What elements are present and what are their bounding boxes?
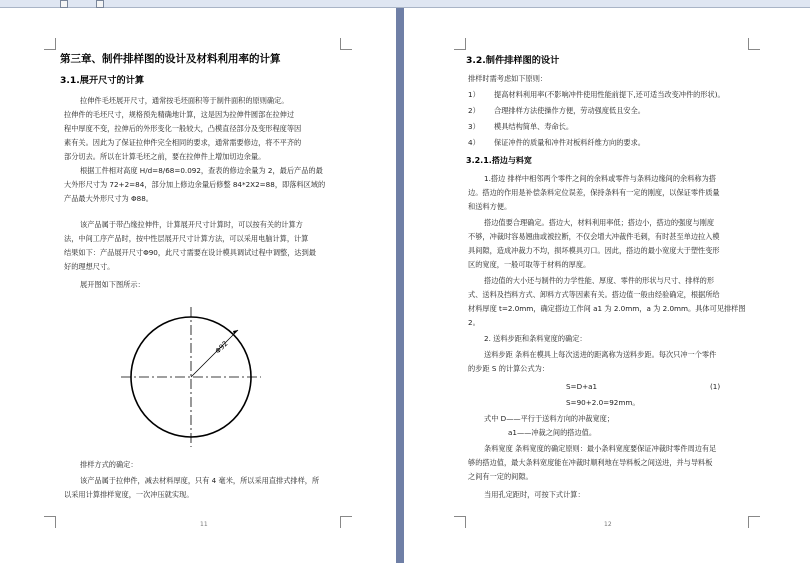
diameter-dimension-label: Φ92 <box>213 339 230 356</box>
body-line: 搭边值要合理确定。搭边大，材料利用率低；搭边小，搭边的强度与刚度 <box>484 218 715 227</box>
page-corner-mark <box>340 516 352 528</box>
body-line: 大外形尺寸为 72+2=84，部分加上修边余量后修整 84*2X2=88，即落料区域的 <box>64 180 326 189</box>
page-corner-mark <box>748 516 760 528</box>
figure-caption: 展开图如下图所示： <box>80 280 145 289</box>
formula: S=90+2.0=92mm。 <box>566 398 640 407</box>
section-title: 3.1.展开尺寸的计算 <box>60 75 145 86</box>
section-title: 3.2.制件排样图的设计 <box>466 55 560 66</box>
blank-development-drawing <box>118 304 264 450</box>
body-line: 2。 <box>468 318 480 327</box>
ruler-margin-marker-left[interactable] <box>60 0 68 8</box>
body-line: 法，中间工序产品时，按中性层展开尺寸计算方法，可以采用电脑计算，计算 <box>64 234 309 243</box>
ruler-indent-marker[interactable] <box>96 0 104 8</box>
formula-number: (1) <box>710 382 721 391</box>
body-line: 材料厚度 t=2.0mm，确定搭边工作间 a1 为 2.0mm，a 为 2.0mm。具体可见排样图 <box>468 304 746 313</box>
body-line: 送料步距 条料在模具上每次送进的距离称为送料步距。每次只冲一个零件 <box>484 350 717 359</box>
page-corner-mark <box>340 38 352 50</box>
body-line: 够的搭边值，最大条料宽度能在冲裁时顺利地在导料板之间送进，并与导料板 <box>468 458 713 467</box>
body-line: 区的宽度，一般可取等于材料的厚度。 <box>468 260 591 269</box>
page-number: 12 <box>604 521 612 528</box>
body-line: 和送料方便。 <box>468 202 512 211</box>
body-line: 排样方式的确定： <box>80 460 138 469</box>
body-line: 式中 D——平行于送料方向的冲裁宽度； <box>484 414 615 423</box>
page-corner-mark <box>44 516 56 528</box>
principle-number: 2） <box>468 106 480 115</box>
principle-text: 合理排样方法使操作方便，劳动强度低且安全。 <box>494 106 645 115</box>
body-line: 产品最大外形尺寸为 Φ88。 <box>64 194 153 203</box>
document-page-12[interactable] <box>404 8 810 563</box>
body-line: a1——冲裁之间的搭边值。 <box>508 428 597 437</box>
body-line: 好的理想尺寸。 <box>64 262 115 271</box>
body-line: 搭边值的大小还与制件的力学性能、厚度、零件的形状与尺寸、排样的形 <box>484 276 715 285</box>
body-line: 条料宽度 条料宽度的确定原则：最小条料宽度要保证冲裁时零件周边有足 <box>484 444 717 453</box>
intro-line: 排样时需考虑如下原则： <box>468 74 548 83</box>
body-line: 该产品属于拉伸件，减去材料厚度，只有 4 毫米，所以采用直排式排样，所 <box>80 476 320 485</box>
principle-text: 模具结构简单、寿命长。 <box>494 122 574 131</box>
dimension-arrow <box>233 330 238 334</box>
principle-text: 保证冲件的质量和冲件对板料纤维方向的要求。 <box>494 138 645 147</box>
page-corner-mark <box>748 38 760 50</box>
body-line: 拉伸件的毛坯尺寸，规格预先精确地计算，这是因为拉伸件圆部在拉伸过 <box>64 110 295 119</box>
page-corner-mark <box>44 38 56 50</box>
body-line: 以采用计算排样宽度，一次冲压就实现。 <box>64 490 194 499</box>
principle-number: 1） <box>468 90 480 99</box>
body-line: 部分切去。所以在计算毛坯之前，要在拉伸件上增加切边余量。 <box>64 152 266 161</box>
body-line: 当用孔定距时，可按下式计算： <box>484 490 585 499</box>
body-line: 程中厚度不变，拉伸后的外形变化一般较大，凸模直径部分及变形程度等因 <box>64 124 302 133</box>
body-line: 根据工件相对高度 H/d=8/68=0.092，查表的修边余量为 2，最后产品的最 <box>80 166 323 175</box>
page-corner-mark <box>454 38 466 50</box>
body-line: 具间隙，造成冲裁力不均，损坏模具刃口。因此，搭边的最小宽度大于塑性变形 <box>468 246 720 255</box>
body-line: 式、送料及挡料方式、卸料方式等因素有关。搭边值一般由经验确定，根据所给 <box>468 290 720 299</box>
formula: S=D+a1 <box>566 382 598 391</box>
horizontal-ruler[interactable] <box>0 0 810 8</box>
principle-number: 4） <box>468 138 480 147</box>
body-line: 1.搭边 排样中相邻两个零件之间的余料或零件与条料边缘间的余料称为搭 <box>484 174 716 183</box>
body-line: 拉伸件毛坯展开尺寸，通常按毛坯面积等于制件面积的原则确定。 <box>80 96 289 105</box>
principle-text: 提高材料利用率(不影响冲件使用性能前提下,还可适当改变冲件的形状)。 <box>494 90 725 99</box>
body-line: 不够，冲裁时容易翘曲或被拉断，不仅会增大冲裁件毛刺，有时甚至单边拉入模 <box>468 232 720 241</box>
subsection-title: 3.2.1.搭边与料宽 <box>466 156 532 165</box>
chapter-title: 第三章、制件排样图的设计及材料利用率的计算 <box>60 53 281 65</box>
page-number: 11 <box>200 521 208 528</box>
body-line: 结果如下：产品展开尺寸Φ90，此尺寸需要在设计模具调试过程中调整，达到最 <box>64 248 316 257</box>
diameter-leader-line <box>191 330 238 377</box>
document-page-11[interactable] <box>0 8 396 563</box>
page-gap <box>396 8 404 563</box>
page-corner-mark <box>454 516 466 528</box>
body-line: 素有关。因此为了保证拉伸件完全相同的要求，通常需要修边，将不平齐的 <box>64 138 302 147</box>
body-line: 的步距 S 的计算公式为： <box>468 364 550 373</box>
body-line: 该产品属于带凸缘拉伸件，计算展开尺寸计算时，可以按有关的计算方 <box>80 220 303 229</box>
body-line: 边。搭边的作用是补偿条料定位误差，保持条料有一定的刚度，以保证零件质量 <box>468 188 720 197</box>
body-line: 之间有一定的间隙。 <box>468 472 533 481</box>
principle-number: 3） <box>468 122 480 131</box>
body-line: 2. 送料步距和条料宽度的确定： <box>484 334 587 343</box>
